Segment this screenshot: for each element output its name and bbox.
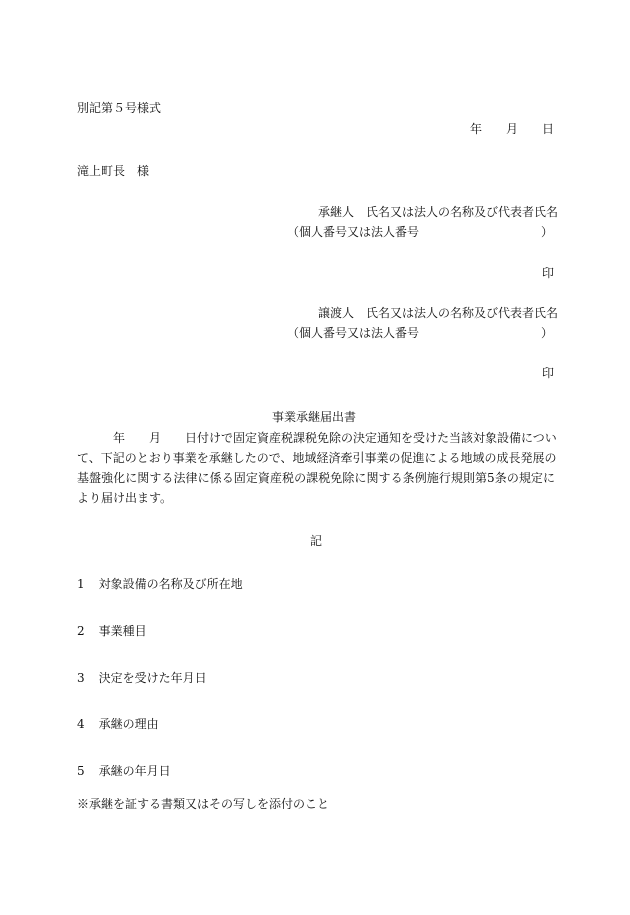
item-number: 1 [77, 577, 85, 591]
item-label: 事業種目 [98, 624, 147, 638]
transferor-name-line [318, 306, 558, 320]
form-label: 別記第５号様式 [77, 101, 162, 115]
successor-name-label: 氏名又は法人の名称及び代表者氏名 [366, 205, 559, 219]
item-number: 2 [77, 624, 85, 638]
item-number: 5 [77, 764, 85, 778]
item-label: 対象設備の名称及び所在地 [98, 577, 243, 591]
document-title: 事業承継届出書 [272, 410, 357, 424]
item-number: 4 [77, 717, 85, 731]
body-paragraph [77, 428, 555, 508]
date-day: 日 [542, 122, 555, 136]
transferor-role: 譲渡人 [318, 306, 355, 320]
successor-seal: 印 [542, 266, 555, 280]
body-line-2: て、下記のとおり事業を承継したので、地域経済牽引事業の促進による地域の成長発展の [77, 451, 557, 465]
body-line-4: より届け出ます。 [77, 491, 173, 505]
body-line-3: 基盤強化に関する法律に係る固定資産税の課税免除に関する条例施行規則第5条の規定に [77, 471, 555, 485]
successor-id-open: （個人番号又は法人番号 [287, 225, 420, 239]
item-label: 承継の年月日 [98, 764, 171, 778]
ki-heading: 記 [310, 534, 323, 548]
date-year: 年 [470, 122, 483, 136]
transferor-id-open: （個人番号又は法人番号 [287, 326, 420, 340]
body-line1-rest: 日付けで固定資産税課税免除の決定通知を受けた当該対象設備につい [185, 431, 557, 445]
attachment-note: ※承継を証する書類又はその写しを添付のこと [77, 797, 330, 811]
list-item [77, 717, 159, 731]
list-item [77, 624, 147, 638]
item-label: 承継の理由 [98, 717, 159, 731]
transferor-seal: 印 [542, 366, 555, 380]
body-year: 年 [113, 431, 126, 445]
item-number: 3 [77, 671, 85, 685]
list-item [77, 671, 207, 685]
addressee: 滝上町長 様 [77, 164, 150, 178]
date-month: 月 [506, 122, 519, 136]
successor-role: 承継人 [318, 205, 355, 219]
transferor-id-close: ） [541, 326, 554, 340]
successor-id-close: ） [541, 225, 554, 239]
date-line [470, 122, 554, 136]
list-item [77, 764, 171, 778]
body-month: 月 [149, 431, 162, 445]
item-label: 決定を受けた年月日 [98, 671, 207, 685]
transferor-name-label: 氏名又は法人の名称及び代表者氏名 [366, 306, 559, 320]
list-item [77, 577, 243, 591]
successor-name-line [318, 205, 558, 219]
body-line-1 [77, 428, 555, 448]
